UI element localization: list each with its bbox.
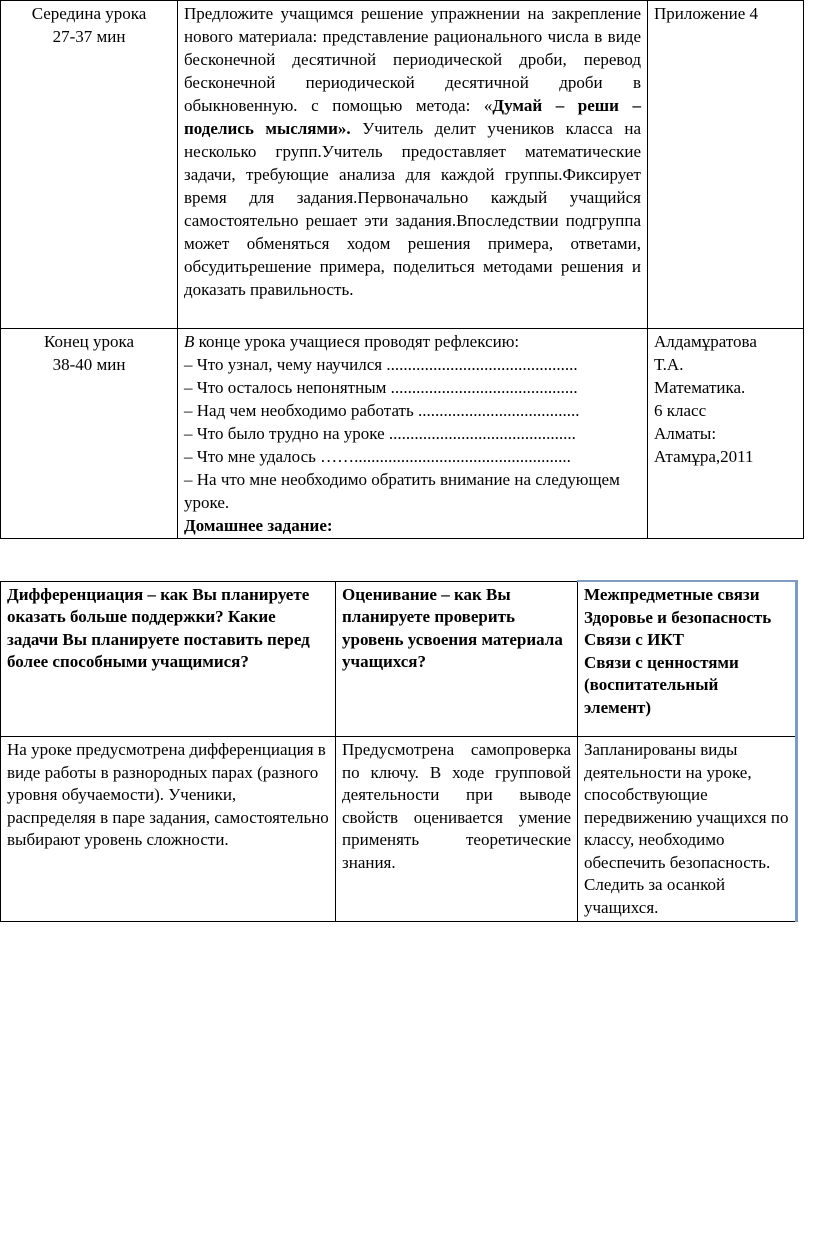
assessment-cell: Предусмотрена самопроверка по ключу. В ходе групповой деятельности при выводе свойств оценивается умение применять теоретические знания. (336, 737, 578, 922)
cross-curricular-line: Здоровье и безопасность (584, 607, 772, 627)
end-stage-time: 38-40 мин (52, 355, 126, 374)
middle-stage-description (178, 1, 648, 329)
reflection-item: – Что мне удалось ……................................................... (184, 447, 571, 466)
end-stage-resource (648, 329, 804, 539)
reflection-item: – Над чем необходимо работать ...................................... (184, 401, 580, 420)
lesson-stages-table (0, 0, 804, 539)
assessment-header: Оценивание – как Вы планируете проверить уровень усвоения материала учащихся? (336, 581, 578, 737)
middle-stage-resource: Приложение 4 (648, 1, 804, 329)
reflection-intro (184, 330, 641, 353)
middle-stage-time: 27-37 мин (52, 27, 126, 46)
reflection-intro-rest: конце урока учащиеся проводят рефлексию: (194, 332, 520, 351)
homework-label: Домашнее задание: (184, 516, 333, 535)
resource-line: 6 класс (654, 401, 707, 420)
differentiation-cell: На уроке предусмотрена дифференциация в виде работы в разнородных парах (разного уровня обучаемости). Ученики, распределяя в паре задания, самостоятельно выбирают уровень сложности. (1, 737, 336, 922)
middle-description-start: Предложите учащимся решение упражнении на закрепление нового материала: представление рационального числа в виде бесконечной десятичной периодической дроби, перевод бесконечной периодической десятичной дроби в обыкновенную. с помощью метода: « (184, 4, 641, 115)
end-stage-row (1, 329, 804, 539)
middle-stage-label: Середина урока (31, 4, 147, 23)
reflection-intro-italic: В (184, 332, 195, 351)
reflection-item: – Что осталось непонятным ............................................ (184, 378, 578, 397)
reflection-item: – На что мне необходимо обратить внимание на следующем уроке. (184, 470, 620, 512)
middle-stage-row (1, 1, 804, 329)
cross-curricular-line: Связи с ценностями (воспитательный элемент) (584, 652, 739, 717)
cross-curricular-cell: Запланированы виды деятельности на уроке, способствующие передвижению учащихся по классу, необходимо обеспечить безопасность. Следить за осанкой учащихся. (578, 737, 797, 922)
method-name: Думай – реши – поделись мыслями». (184, 96, 641, 138)
end-stage-description (178, 329, 648, 539)
resource-line: Алдамұратова (654, 332, 757, 351)
planning-body-row (1, 737, 797, 922)
resource-line: Алматы: (654, 424, 717, 443)
resource-line: Математика. (654, 378, 746, 397)
resource-line: Т.А. (654, 355, 684, 374)
end-stage-cell (1, 329, 178, 539)
cross-curricular-header (578, 581, 797, 737)
middle-stage-cell (1, 1, 178, 329)
planning-table (0, 580, 798, 922)
reflection-item: – Что было трудно на уроке ............................................ (184, 424, 576, 443)
middle-description-end: Учитель делит учеников класса на несколько групп.Учитель предоставляет математические задачи, требующие анализа для каждой группы.Фиксирует время для задания.Первоначально каждый учащийся самостоятельно решает эти задания.Впоследствии подгруппа может обменяться ходом решения примера, ответами, обсудитьрешение примера, поделиться методами решения и доказать правильность. (184, 119, 642, 299)
cross-curricular-line: Межпредметные связи (584, 585, 760, 604)
cross-curricular-line: Связи с ИКТ (584, 630, 684, 649)
differentiation-header: Дифференциация – как Вы планируете оказать больше поддержки? Какие задачи Вы планируете поставить перед более способными учащимися? (1, 581, 336, 737)
end-stage-label: Конец урока (43, 332, 135, 351)
resource-line: Атамұра,2011 (654, 447, 754, 466)
planning-header-row (1, 581, 797, 737)
reflection-item: – Что узнал, чему научился ............................................. (184, 355, 578, 374)
